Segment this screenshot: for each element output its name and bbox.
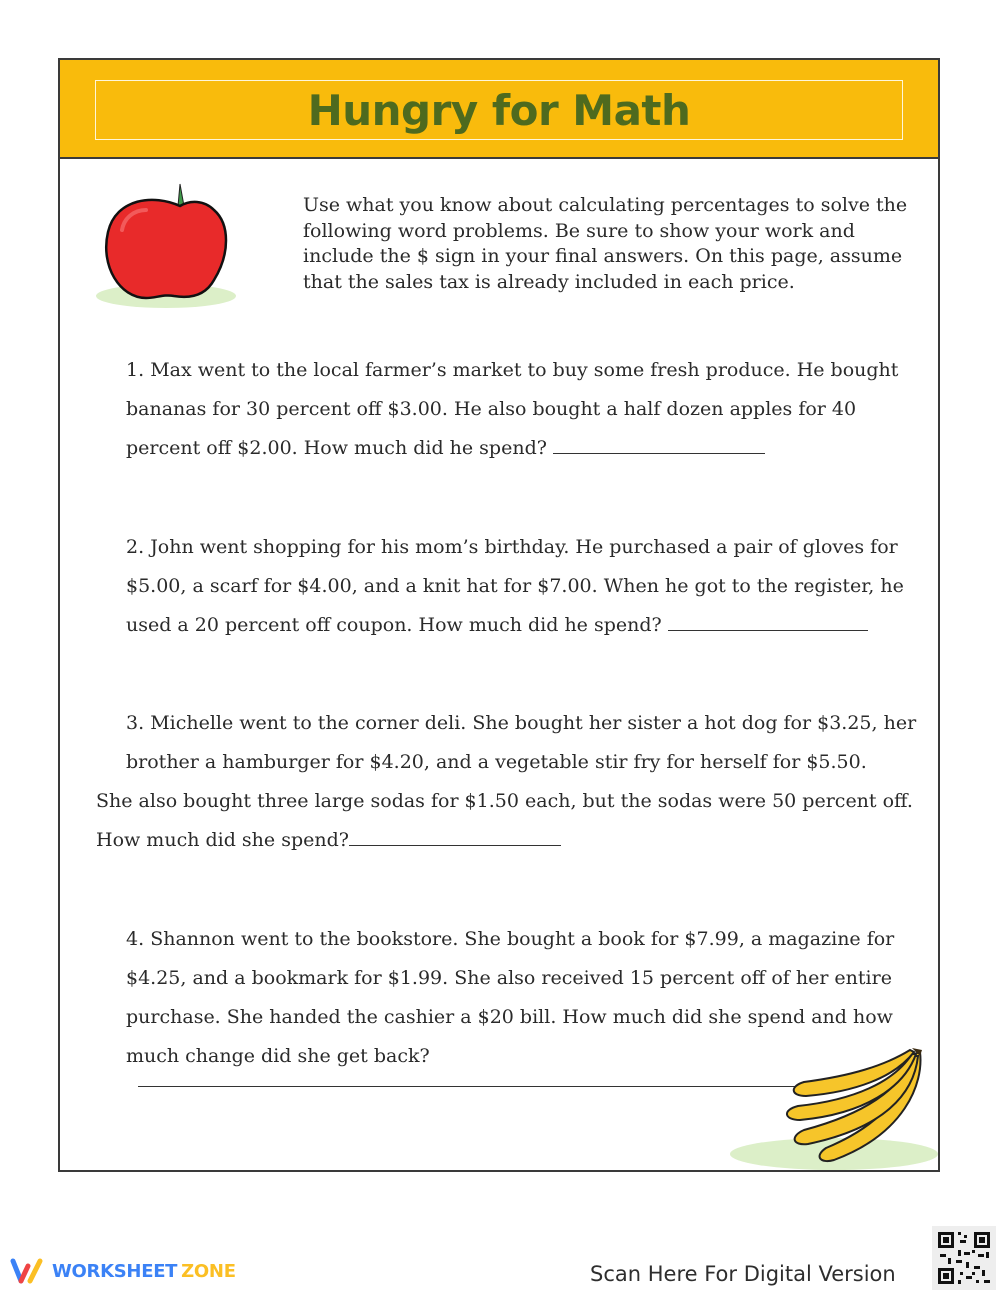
page-title: Hungry for Math xyxy=(307,85,691,135)
problem-number: 2. xyxy=(126,536,145,558)
problem-body: John went shopping for his mom’s birthday. He purchased a pair of gloves for $5.00, a scarf for $4.00, and a knit hat for $7.00. When he got to the register, he used a 20 percent off coupon. How much did he spend? xyxy=(126,536,904,636)
title-banner xyxy=(60,60,938,159)
instructions-paragraph: Use what you know about calculating percentages to solve the following word problems. Be sure to show your work and include the $ sign in your final answers. On this page, assume that the sales tax is already included in each price. xyxy=(303,194,908,293)
apple-icon xyxy=(94,180,242,312)
brand-part-worksheet: WORKSHEET xyxy=(52,1260,178,1282)
problem-body-continued: She also bought three large sodas for $1.50 each, but the sodas were 50 percent off. How much did she spend? xyxy=(96,790,913,851)
problem-number: 4. xyxy=(126,928,145,950)
problem-3 xyxy=(96,704,922,860)
answer-blank-long[interactable] xyxy=(138,1086,818,1087)
worksheet-zone-logo[interactable] xyxy=(10,1258,236,1284)
problem-2-text xyxy=(96,528,922,645)
problem-3-continued xyxy=(96,782,922,860)
problem-1 xyxy=(96,351,922,468)
brand-part-zone: ZONE xyxy=(181,1260,236,1282)
problem-1-text xyxy=(96,351,922,468)
problem-body: Shannon went to the bookstore. She bought a book for $7.99, a magazine for $4.25, and a bookmark for $1.99. She also received 15 percent off of her entire purchase. She handed the cashier a $20 bill. How much did she spend and how much change did she get back? xyxy=(126,928,895,1067)
problem-2 xyxy=(96,528,922,645)
qr-code-icon[interactable] xyxy=(932,1226,996,1290)
problem-3-text xyxy=(96,704,922,782)
instructions-text xyxy=(257,193,917,295)
brand-name xyxy=(52,1261,236,1282)
problem-body: Max went to the local farmer’s market to buy some fresh produce. He bought bananas for 30 percent off $3.00. He also bought a half dozen apples for 40 percent off $2.00. How much did he spend? xyxy=(126,359,899,459)
problem-number: 1. xyxy=(126,359,145,381)
worksheet-page xyxy=(58,58,940,1172)
scan-label: Scan Here For Digital Version xyxy=(590,1262,896,1286)
title-frame xyxy=(95,80,903,140)
bananas-icon xyxy=(724,1044,944,1174)
answer-blank[interactable] xyxy=(668,612,868,631)
answer-blank[interactable] xyxy=(349,827,561,846)
problem-number: 3. xyxy=(126,712,145,734)
problem-body: Michelle went to the corner deli. She bought her sister a hot dog for $3.25, her brother a hamburger for $4.20, and a vegetable stir fry for herself for $5.50. xyxy=(126,712,917,773)
answer-blank[interactable] xyxy=(553,435,765,454)
logo-mark-icon xyxy=(10,1258,46,1284)
